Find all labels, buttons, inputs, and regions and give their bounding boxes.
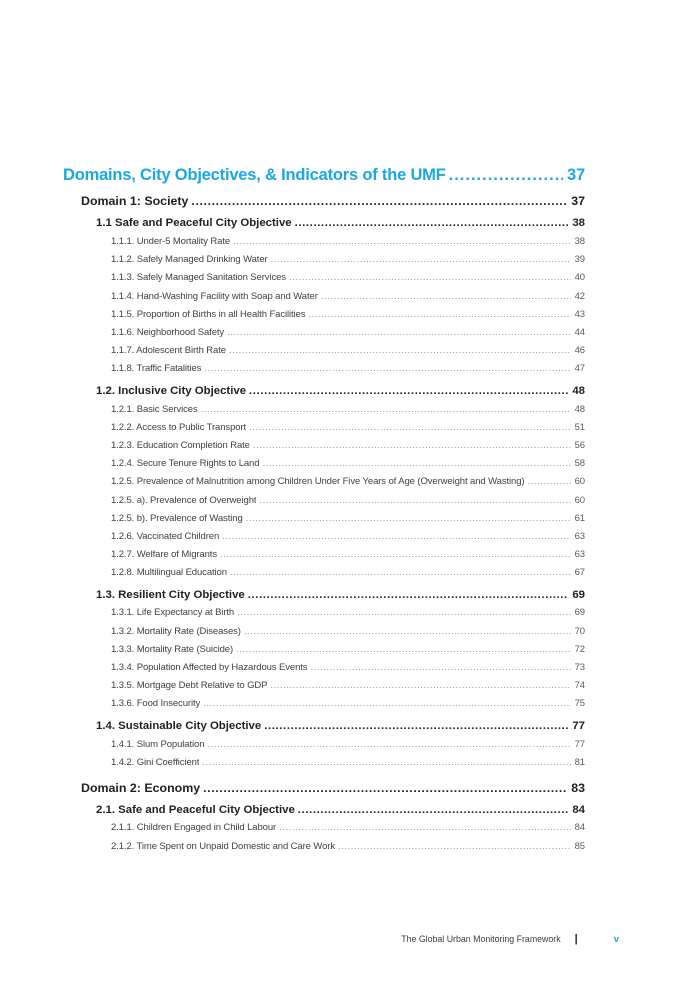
toc-entry-indicator[interactable] [63,753,585,771]
toc-entry-page: 81 [574,756,585,768]
toc-entry-label: 1.1 Safe and Peaceful City Objective [96,217,292,230]
toc-entry-indicator[interactable] [63,622,585,640]
toc-entry-indicator[interactable] [63,269,585,287]
toc-entry-indicator[interactable] [63,436,585,454]
toc-entry-page: 60 [574,494,585,506]
toc-entry-section[interactable] [63,382,585,401]
dot-leader [259,495,570,506]
toc-entry-page: 42 [574,290,585,302]
toc-entry-label: 1.2. Inclusive City Objective [96,384,247,397]
toc-entry-page: 74 [574,680,585,692]
toc-entry-label: 1.1.2. Safely Managed Drinking Water [111,254,268,266]
toc-entry-indicator[interactable] [63,400,585,418]
toc-entry-indicator[interactable] [63,658,585,676]
toc-entry-indicator[interactable] [63,527,585,545]
dot-leader [191,194,567,208]
page-footer [401,933,619,945]
toc-entry-page: 84 [572,803,585,816]
dot-leader [253,440,571,451]
toc-entry-label: 1.2.7. Welfare of Migrants [111,549,217,561]
toc-entry-indicator[interactable] [63,491,585,509]
toc-entry-label: 1.2.5. a). Prevalence of Overweight [111,494,257,506]
dot-leader [203,781,567,795]
toc-entry-page: 48 [572,384,585,397]
dot-leader [249,385,568,397]
toc-entry-label: 1.3.3. Mortality Rate (Suicide) [111,643,234,655]
toc-entry-page: 69 [572,588,585,601]
toc-entry-indicator[interactable] [63,735,585,753]
toc-entry-label: 1.3.2. Mortality Rate (Diseases) [111,625,241,637]
dot-leader [230,567,571,578]
toc-entry-label: 1.2.8. Multilingual Education [111,567,227,579]
toc-entry-page: 85 [574,840,585,852]
toc-entry-label: 1.1.1. Under-5 Mortality Rate [111,236,231,248]
toc-entry-indicator[interactable] [63,640,585,658]
toc-entry-page: 69 [574,607,585,619]
dot-leader [244,626,571,637]
toc-entry-domain[interactable] [63,778,585,797]
toc-entry-indicator[interactable] [63,305,585,323]
toc-entry-page: 43 [574,308,585,320]
toc-entry-label: Domain 2: Economy [81,780,201,795]
toc-entry-page: 70 [574,625,585,637]
toc-entry-page: 37 [571,194,585,209]
dot-leader [204,363,570,374]
toc-entry-indicator[interactable] [63,360,585,378]
toc-entry-page: 48 [574,403,585,415]
toc-entry-label: 1.3.6. Food Insecurity [111,698,201,710]
toc-entry-label: 1.3.5. Mortgage Debt Relative to GDP [111,680,268,692]
toc-content [63,165,585,855]
toc-entry-label: 1.4.2. Gini Coefficient [111,756,200,768]
toc-entry-indicator[interactable] [63,564,585,582]
dot-leader [233,236,571,247]
footer-document-title: The Global Urban Monitoring Framework [401,934,561,944]
toc-entry-page: 38 [574,236,585,248]
dot-leader [308,309,570,320]
toc-entry-page: 83 [571,780,585,795]
toc-title: Domains, City Objectives, & Indicators of the UMF [63,165,446,184]
dot-leader [279,822,571,833]
toc-entry-label: 2.1.1. Children Engaged in Child Labour [111,822,277,834]
dot-leader [270,680,570,691]
dot-leader [203,698,570,709]
toc-entry-indicator[interactable] [63,287,585,305]
dot-leader [264,720,568,732]
toc-entry-page: 75 [574,698,585,710]
footer-page-number: v [613,933,619,945]
toc-entry-label: 2.1. Safe and Peaceful City Objective [96,803,295,816]
toc-entry-page: 63 [574,530,585,542]
toc-entry-label: 1.1.8. Traffic Fatalities [111,363,202,375]
toc-entry-label: 1.2.5. b). Prevalence of Wasting [111,512,243,524]
dot-leader [220,549,571,560]
toc-entry-label: 1.3. Resilient City Objective [96,588,245,601]
toc-entry-label: 1.1.5. Proportion of Births in all Health Facilities [111,308,306,320]
toc-entry-indicator[interactable] [63,509,585,527]
dot-leader [201,404,571,415]
dot-leader [236,644,571,655]
toc-entry-label: 1.1.6. Neighborhood Safety [111,327,225,339]
toc-entry-label: 1.2.3. Education Completion Rate [111,439,250,451]
dot-leader [527,476,570,487]
toc-entry-page: 38 [572,217,585,230]
toc-entry-indicator[interactable] [63,837,585,855]
toc-entry-label: 1.3.4. Population Affected by Hazardous Events [111,662,308,674]
dot-leader [321,291,571,302]
toc-entry-label: 1.1.3. Safely Managed Sanitation Services [111,272,286,284]
dot-leader [289,272,571,283]
dot-leader [248,589,569,601]
toc-entry-label: Domain 1: Society [81,194,189,209]
dot-leader [229,345,571,356]
toc-entry-section[interactable] [63,800,585,819]
toc-entry-label: 1.2.1. Basic Services [111,403,198,415]
toc-entry-page: 46 [574,345,585,357]
toc-entry-indicator[interactable] [63,695,585,713]
toc-entry-page: 60 [574,476,585,488]
toc-entry-page: 67 [574,567,585,579]
toc-entry-indicator[interactable] [63,233,585,251]
toc-entry-indicator[interactable] [63,473,585,491]
toc-entry-page: 61 [574,512,585,524]
toc-list [63,192,585,855]
toc-entry-page: 40 [574,272,585,284]
dot-leader [246,513,571,524]
toc-entry-section[interactable] [63,214,585,233]
toc-entry-label: 1.4. Sustainable City Objective [96,719,262,732]
dot-leader [295,217,569,229]
toc-entry-section[interactable] [63,585,585,604]
toc-entry-indicator[interactable] [63,604,585,622]
toc-entry-label: 1.2.6. Vaccinated Children [111,530,220,542]
toc-entry-indicator[interactable] [63,323,585,341]
toc-title-row[interactable] [63,165,585,185]
toc-entry-label: 2.1.2. Time Spent on Unpaid Domestic and Care Work [111,840,335,852]
toc-entry-indicator[interactable] [63,677,585,695]
dot-leader [202,757,570,768]
toc-entry-page: 77 [574,738,585,750]
footer-separator: | [574,933,578,945]
toc-entry-page: 73 [574,662,585,674]
toc-entry-page: 47 [574,363,585,375]
toc-entry-page: 51 [574,421,585,433]
dot-leader [207,739,570,750]
dot-leader [271,254,571,265]
toc-entry-indicator[interactable] [63,819,585,837]
dot-leader [227,327,571,338]
toc-entry-label: 1.4.1. Slum Population [111,738,205,750]
toc-entry-indicator[interactable] [63,251,585,269]
toc-title-page: 37 [567,165,585,184]
toc-entry-page: 44 [574,327,585,339]
toc-entry-page: 72 [574,643,585,655]
dot-leader [298,804,569,816]
toc-entry-page: 77 [572,719,585,732]
toc-entry-indicator[interactable] [63,546,585,564]
toc-entry-indicator[interactable] [63,418,585,436]
dot-leader [338,841,571,852]
toc-entry-label: 1.1.7. Adolescent Birth Rate [111,345,226,357]
dot-leader [249,422,571,433]
dot-leader [237,607,571,618]
toc-entry-indicator[interactable] [63,342,585,360]
toc-entry-domain[interactable] [63,192,585,211]
toc-entry-indicator[interactable] [63,455,585,473]
toc-entry-label: 1.2.2. Access to Public Transport [111,421,247,433]
toc-entry-label: 1.2.5. Prevalence of Malnutrition among Children Under Five Years of Age (Overweight and Wasting) [111,476,525,488]
toc-entry-page: 56 [574,439,585,451]
toc-entry-label: 1.2.4. Secure Tenure Rights to Land [111,458,260,470]
dot-leader [222,531,570,542]
toc-entry-page: 39 [574,254,585,266]
dot-leader [449,166,563,185]
dot-leader [310,662,570,673]
toc-entry-page: 58 [574,458,585,470]
toc-entry-label: 1.3.1. Life Expectancy at Birth [111,607,235,619]
toc-entry-page: 63 [574,549,585,561]
toc-entry-page: 84 [574,822,585,834]
toc-entry-label: 1.1.4. Hand-Washing Facility with Soap and Water [111,290,318,302]
dot-leader [262,458,570,469]
toc-entry-section[interactable] [63,717,585,736]
